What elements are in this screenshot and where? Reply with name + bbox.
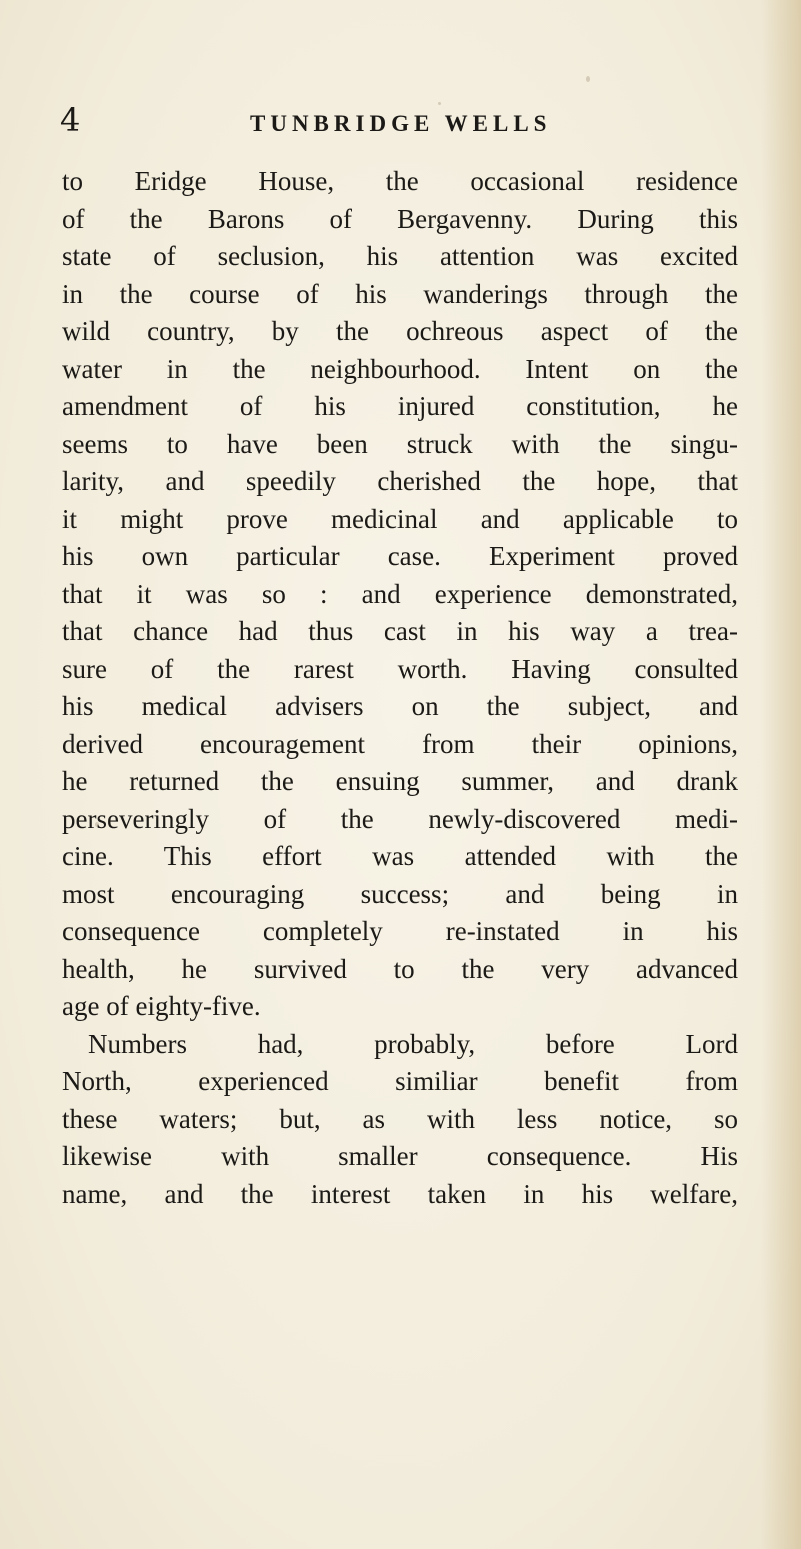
text-line: state of seclusion, his attention was excited: [62, 241, 738, 271]
text-line: cine. This effort was attended with the: [62, 841, 738, 871]
text-line: perseveringly of the newly-discovered medi-: [62, 803, 738, 834]
text-line: larity, and speedily cherished the hope, that: [62, 466, 738, 496]
text-line: in the course of his wanderings through the: [62, 278, 738, 309]
body-text: [62, 163, 738, 1213]
text-line: likewise with smaller consequence. His: [62, 1141, 738, 1171]
text-line: name, and the interest taken in his welfare,: [62, 1178, 738, 1209]
text-line-paragraph-start: Numbers had, probably, before Lord: [88, 1028, 738, 1059]
text-line: that chance had thus cast in his way a trea-: [62, 616, 738, 646]
running-head: TUNBRIDGE WELLS: [250, 111, 552, 136]
text-line: North, experienced similiar benefit from: [62, 1066, 738, 1096]
text-line-paragraph-end: age of eighty-five.: [62, 991, 261, 1021]
text-line: derived encouragement from their opinions,: [62, 728, 738, 759]
text-line: he returned the ensuing summer, and drank: [62, 766, 738, 796]
text-line: wild country, by the ochreous aspect of the: [62, 316, 738, 346]
text-line: consequence completely re-instated in his: [62, 916, 738, 946]
text-line: to Eridge House, the occasional residence: [62, 166, 738, 196]
text-line: it might prove medicinal and applicable to: [62, 503, 738, 534]
text-line: amendment of his injured constitution, he: [62, 391, 738, 421]
paper-spot: [438, 102, 441, 105]
paper-spot: [586, 76, 590, 82]
page-number: 4: [60, 101, 81, 139]
text-line: health, he survived to the very advanced: [62, 953, 738, 984]
text-line: his medical advisers on the subject, and: [62, 691, 738, 721]
text-line: these waters; but, as with less notice, so: [62, 1103, 738, 1134]
text-line: most encouraging success; and being in: [62, 878, 738, 909]
text-line: of the Barons of Bergavenny. During this: [62, 203, 738, 234]
text-line: seems to have been struck with the singu-: [62, 428, 738, 459]
text-line: sure of the rarest worth. Having consulted: [62, 653, 738, 684]
text-line: water in the neighbourhood. Intent on the: [62, 353, 738, 384]
text-line: that it was so : and experience demonstrated,: [62, 578, 738, 609]
text-line: his own particular case. Experiment proved: [62, 541, 738, 571]
